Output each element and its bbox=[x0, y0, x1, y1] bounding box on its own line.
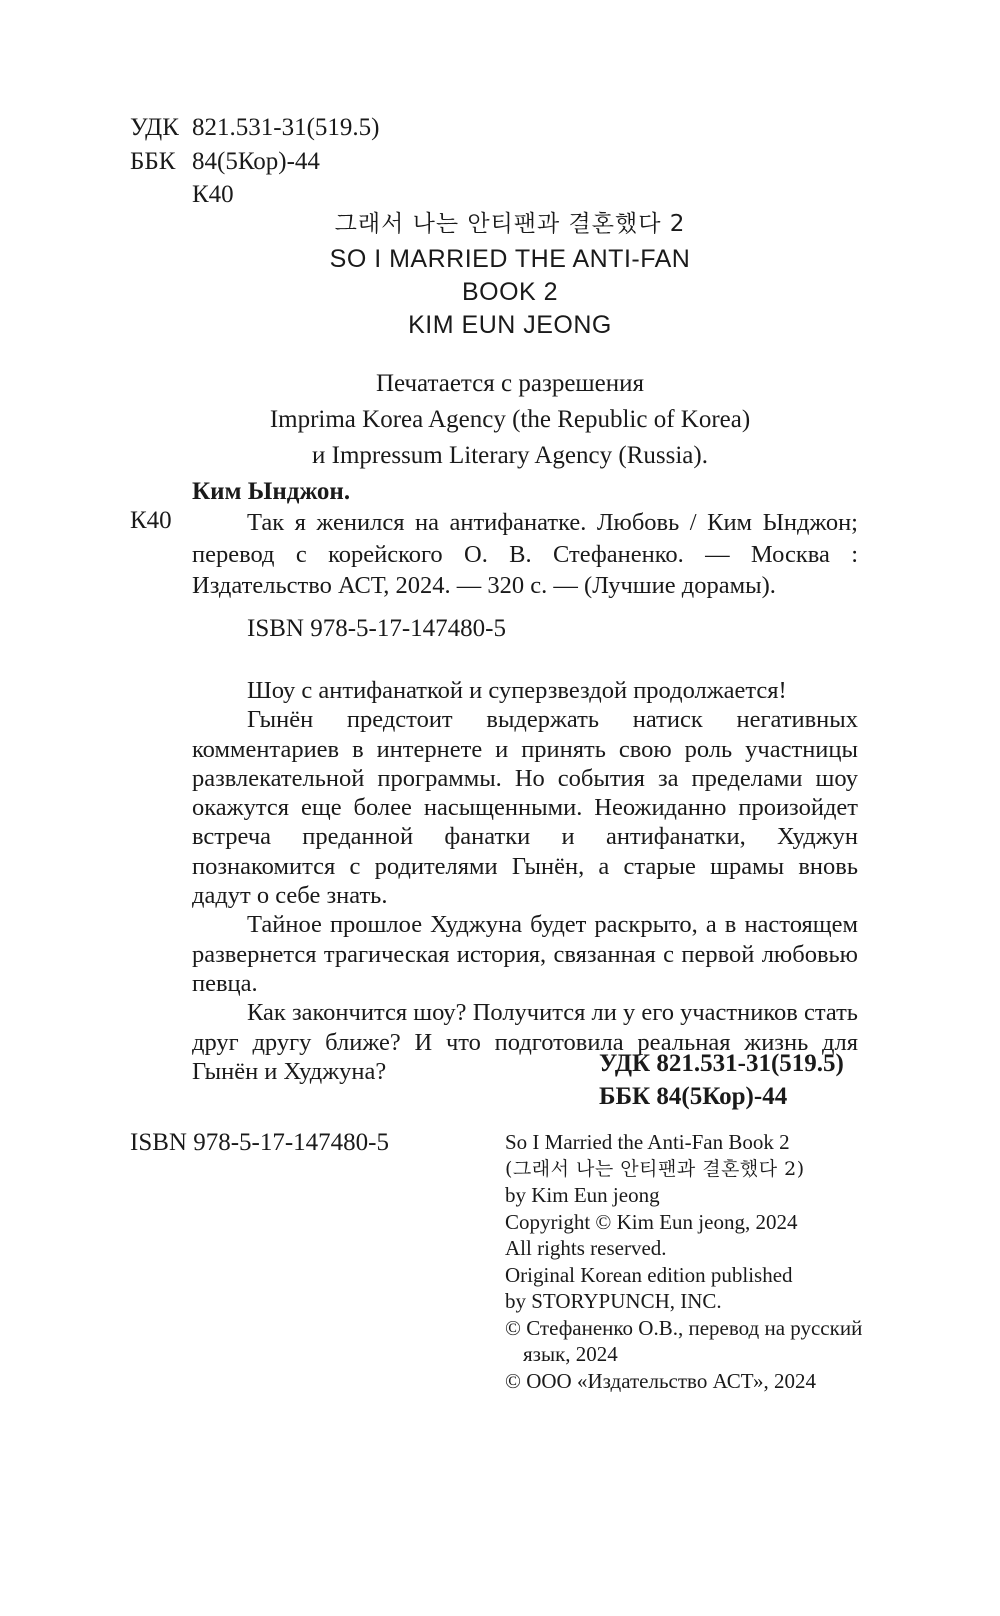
annotation-paragraph: Шоу с антифанаткой и суперзвездой продолжается! bbox=[247, 677, 787, 704]
udk-line bbox=[130, 111, 379, 145]
annotation-paragraph: Тайное прошлое Худжуна будет раскрыто, а в настоящем развернется трагическая история, связанная с первой любовью певца. bbox=[192, 911, 858, 997]
copyright-line: язык, 2024 bbox=[523, 1342, 618, 1366]
permission-line-2: Imprima Korea Agency (the Republic of Korea) bbox=[269, 406, 751, 433]
author-mark: К40 bbox=[192, 181, 234, 208]
copyright-line: by Kim Eun jeong bbox=[505, 1183, 660, 1207]
bibliographic-entry: Так я женился на антифанатке. Любовь / Ким Ынджон; перевод с корейского О. В. Стефаненко. — Москва : Издательство АСТ, 2024. — 320 с. — (Лучшие дорамы). bbox=[192, 509, 858, 599]
copyright-line: © Стефаненко О.В., перевод на русский bbox=[505, 1315, 863, 1340]
bibliographic-author: Ким Ынджон. bbox=[192, 478, 351, 505]
copyright-line: © ООО «Издательство АСТ», 2024 bbox=[505, 1368, 816, 1393]
korean-title: 그래서 나는 안티팬과 결혼했다 2 bbox=[334, 211, 686, 237]
english-title: SO I MARRIED THE ANTI-FAN bbox=[329, 245, 691, 273]
permission-block bbox=[130, 366, 890, 474]
annotation-paragraph: Как закончится шоу? Получится ли у его участников стать друг другу ближе? И что подготовила реальная жизнь для Гынён и Худжуна? bbox=[192, 999, 858, 1085]
book-number: BOOK 2 bbox=[461, 278, 559, 306]
bbk-bottom: ББК 84(5Кор)-44 bbox=[599, 1083, 788, 1110]
permission-line-1: Печатается с разрешения bbox=[375, 370, 645, 397]
annotation bbox=[192, 676, 858, 1086]
bibliographic-code: К40 bbox=[130, 507, 172, 534]
copyright-line-korean: (그래서 나는 안티팬과 결혼했다 2) bbox=[505, 1157, 805, 1180]
udk-label: УДК bbox=[130, 114, 179, 141]
copyright-line: by STORYPUNCH, INC. bbox=[505, 1289, 722, 1313]
copyright-line: All rights reserved. bbox=[505, 1236, 667, 1260]
bibliographic-isbn: ISBN 978-5-17-147480-5 bbox=[247, 615, 507, 642]
copyright-line: Original Korean edition published bbox=[505, 1262, 793, 1287]
annotation-paragraph: Гынён предстоит выдержать натиск негативных комментариев в интернете и принять свою роль участницы развлекательной программы. Но события за пределами шоу окажутся еще более насыщенными. Неожиданно произойдет встреча преданной фанатки и антифанатки, Худжун познакомится с родителями Гынён, а старые шрамы вновь дадут о себе знать. bbox=[192, 706, 858, 910]
udk-bottom: УДК 821.531-31(519.5) bbox=[599, 1050, 844, 1077]
permission-line-3: и Impressum Literary Agency (Russia). bbox=[312, 442, 708, 469]
copyright-line: Copyright © Kim Eun jeong, 2024 bbox=[505, 1209, 798, 1234]
bbk-label: ББК bbox=[130, 148, 176, 175]
copyright-line: So I Married the Anti-Fan Book 2 bbox=[505, 1130, 790, 1154]
author-english: KIM EUN JEONG bbox=[408, 311, 612, 339]
isbn-bottom: ISBN 978-5-17-147480-5 bbox=[130, 1129, 390, 1156]
udk-value: 821.531-31(519.5) bbox=[192, 114, 380, 141]
copyright-block bbox=[505, 1129, 875, 1394]
bbk-line bbox=[130, 145, 320, 179]
bbk-value: 84(5Кор)-44 bbox=[192, 148, 320, 175]
